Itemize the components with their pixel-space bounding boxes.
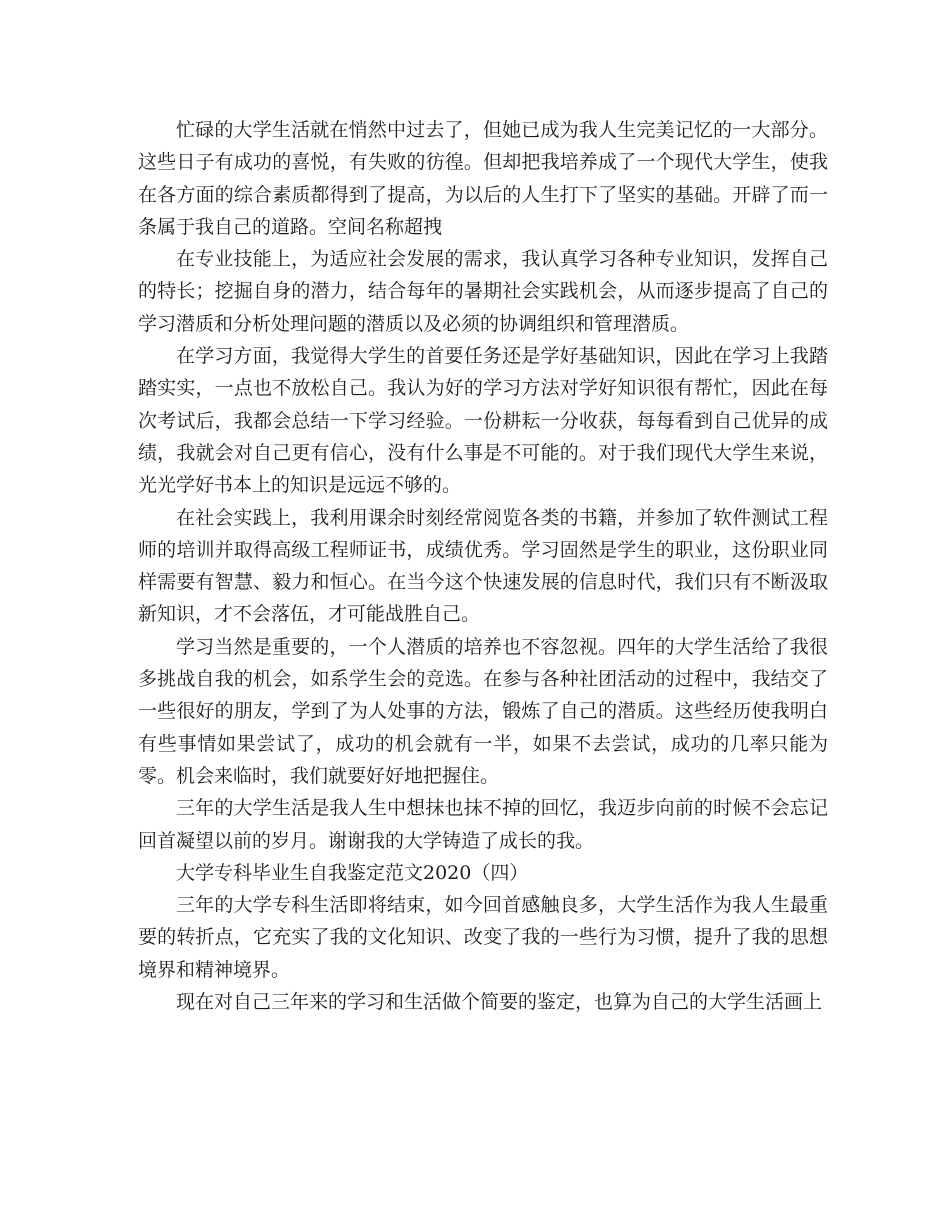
paragraph-5: 学习当然是重要的，一个人潜质的培养也不容忽视。四年的大学生活给了我很多挑战自我的机会，如系学生会的竞选。在参与各种社团活动的过程中，我结交了一些很好的朋友，学到了为人处事的方法，锻炼了自己的潜质。这些经历使我明白有些事情如果尝试了，成功的机会就有一半，如果不去尝试，成功的几率只能为零。机会来临时，我们就要好好地把握住。 (138, 635, 828, 787)
paragraph-4: 在社会实践上，我利用课余时刻经常阅览各类的书籍，并参加了软件测试工程师的培训并取得高级工程师证书，成绩优秀。学习固然是学生的职业，这份职业同样需要有智慧、毅力和恒心。在当今这个快速发展的信息时代，我们只有不断汲取新知识，才不会落伍，才可能战胜自己。 (138, 506, 828, 626)
paragraph-1: 忙碌的大学生活就在悄然中过去了，但她已成为我人生完美记忆的一大部分。这些日子有成功的喜悦，有失败的彷徨。但却把我培养成了一个现代大学生，使我在各方面的综合素质都得到了提高，为以后的人生打下了坚实的基础。开辟了而一条属于我自己的道路。空间名称超拽 (138, 119, 828, 238)
document-body (138, 114, 828, 1018)
paragraph-6: 三年的大学生活是我人生中想抹也抹不掉的回忆，我迈步向前的时候不会忘记回首凝望以前的岁月。谢谢我的大学铸造了成长的我。 (138, 797, 828, 852)
paragraph-3: 在学习方面，我觉得大学生的首要任务还是学好基础知识，因此在学习上我踏踏实实，一点也不放松自己。我认为好的学习方法对学好知识很有帮忙，因此在每次考试后，我都会总结一下学习经验。一份耕耘一分收获，每每看到自己优异的成绩，我就会对自己更有信心，没有什么事是不可能的。对于我们现代大学生来说，光光学好书本上的知识是远远不够的。 (138, 345, 828, 497)
paragraph-8: 现在对自己三年来的学习和生活做个简要的鉴定，也算为自己的大学生活画上 (176, 991, 823, 1014)
paragraph-2: 在专业技能上，为适应社会发展的需求，我认真学习各种专业知识，发挥自己的特长；挖掘自身的潜力，结合每年的暑期社会实践机会，从而逐步提高了自己的学习潜质和分析处理问题的潜质以及必须的协调组织和管理潜质。 (138, 248, 828, 335)
section-heading: 大学专科毕业生自我鉴定范文2020（四） (176, 861, 529, 884)
paragraph-7: 三年的大学专科生活即将结束，如今回首感触良多，大学生活作为我人生最重要的转折点，它充实了我的文化知识、改变了我的一些行为习惯，提升了我的思想境界和精神境界。 (138, 894, 828, 981)
